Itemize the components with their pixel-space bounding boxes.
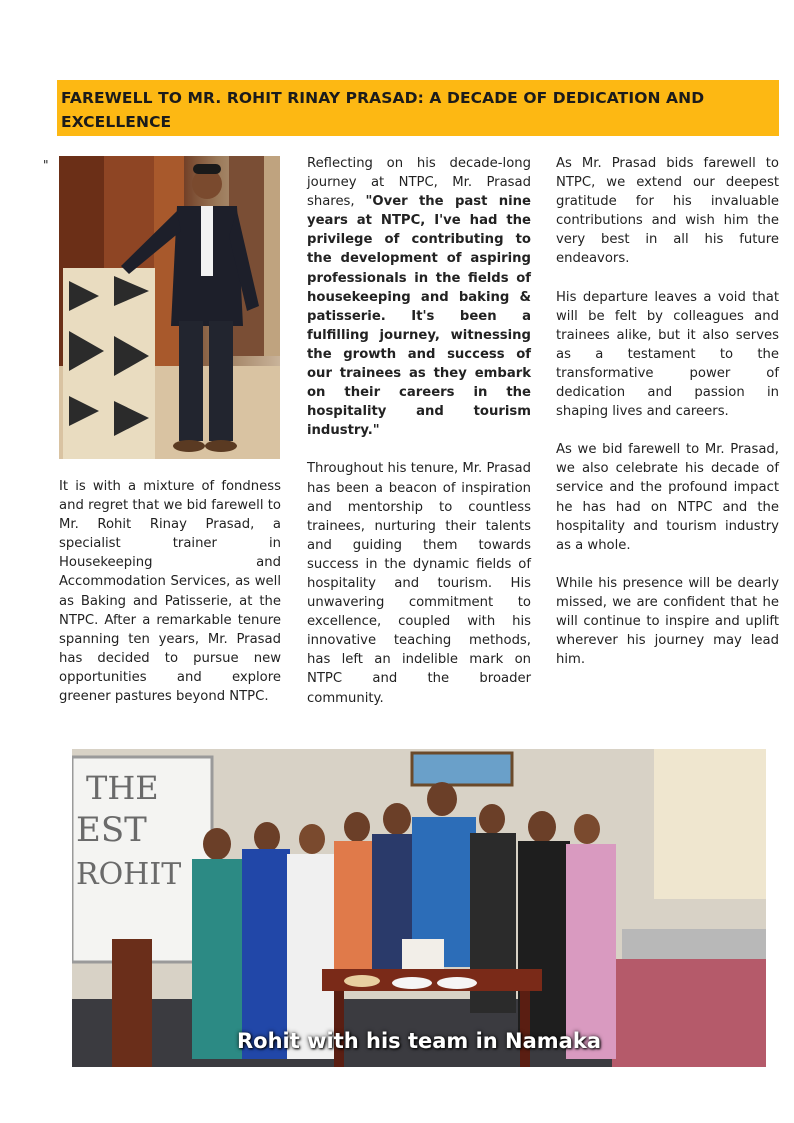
board-text-1: THE: [86, 769, 159, 807]
column-2: [307, 154, 531, 727]
col3-paragraph-3: As we bid farewell to Mr. Prasad, we also celebrate his decade of service and the profound impact he has had on NTPC and the hospitality and tourism industry as a whole.: [556, 442, 779, 553]
col1-paragraph-1: It is with a mixture of fondness and regret that we bid farewell to Mr. Rohit Rinay Prasad, a specialist trainer in Housekeeping and Accommodation Services, as well as Baking and Patisserie, at the NTPC. After a remarkable tenure spanning ten years, Mr. Prasad has decided to pursue new opportunities and explore greener pastures beyond NTPC.: [59, 479, 281, 705]
portrait-illustration: [59, 156, 280, 459]
column-1: [59, 477, 281, 725]
board-text-2: EST: [76, 810, 147, 850]
portrait-photo: [59, 156, 280, 459]
col2-quote: "Over the past nine years at NTPC, I've had the privilege of contributing to the development of aspiring professionals in the fields of housekeeping and baking & patisserie. It's been a fulfilling journey, witnessing the growth and success of our trainees as they embark on their careers in the hospitality and tourism industry.": [307, 194, 531, 439]
col2-paragraph-2: Throughout his tenure, Mr. Prasad has been a beacon of inspiration and mentorship to countless trainees, nurturing their talents and guiding them towards success in the dynamic fields of hospitality and tourism. His unwavering commitment to excellence, coupled with his innovative teaching methods, has left an indelible mark on NTPC and the broader community.: [307, 461, 531, 706]
team-photo-caption: Rohit with his team in Namaka: [237, 1029, 601, 1053]
team-photo: [72, 749, 766, 1067]
col3-paragraph-4: While his presence will be dearly missed, we are confident that he will continue to inspire and uplift wherever his journey may lead him.: [556, 575, 779, 668]
title-banner: [57, 80, 779, 136]
stray-quote-mark: ": [43, 158, 49, 172]
col3-paragraph-2: His departure leaves a void that will be felt by colleagues and trainees alike, but it also serves as a testament to the transformative power of dedication and passion in shaping lives and careers.: [556, 289, 779, 420]
col2-paragraph-1: [307, 154, 531, 440]
col2-intro: Reflecting on his decade-long journey at NTPC, Mr. Prasad shares,: [307, 156, 531, 210]
board-text-3: ROHIT: [76, 857, 182, 892]
column-3: [556, 154, 779, 688]
team-photo-illustration: [72, 749, 766, 1067]
article-title: FAREWELL TO MR. ROHIT RINAY PRASAD: A DECADE OF DEDICATION AND EXCELLENCE: [61, 89, 705, 131]
col3-paragraph-1: As Mr. Prasad bids farewell to NTPC, we extend our deepest gratitude for his invaluable contributions and wish him the very best in all his future endeavors.: [556, 156, 779, 267]
